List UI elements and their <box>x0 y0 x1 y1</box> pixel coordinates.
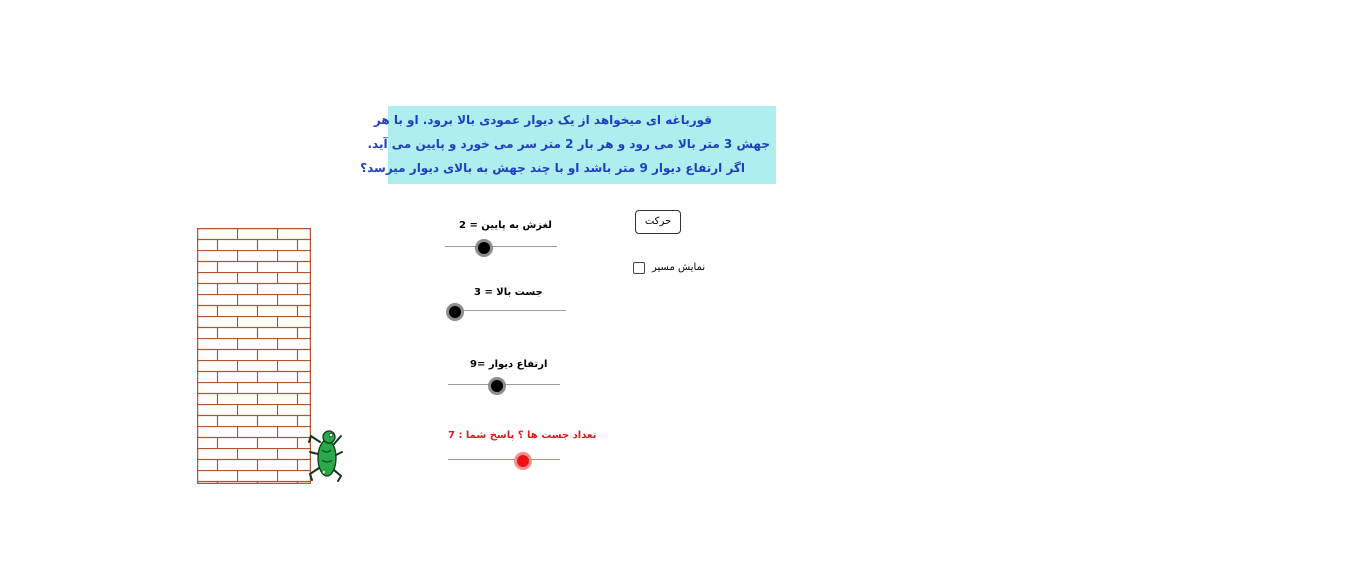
problem-line-3: اگر ارتفاع دیوار 9 متر باشد او با چند جهش به بالای دیوار میرسد؟ <box>360 161 745 175</box>
problem-statement <box>360 106 776 184</box>
answer-slider-track[interactable] <box>448 459 560 460</box>
jump-up-slider-track[interactable] <box>454 310 566 311</box>
slip-down-slider-handle[interactable] <box>475 239 493 257</box>
slip-down-slider-label: لغزش به پایین = 2 <box>459 220 552 231</box>
brick-wall-icon <box>197 228 311 484</box>
move-button[interactable]: حرکت <box>635 210 681 234</box>
slip-down-slider-track[interactable] <box>445 246 557 247</box>
wall-height-slider-handle[interactable] <box>488 377 506 395</box>
answer-slider-label: تعداد جست ها ؟ پاسخ شما : 7 <box>448 430 597 441</box>
answer-slider-handle[interactable] <box>514 452 532 470</box>
problem-line-2: جهش 3 متر بالا می رود و هر بار 2 متر سر می خورد و پایین می آید. <box>367 137 770 151</box>
jump-up-slider-handle[interactable] <box>446 303 464 321</box>
wall-height-slider-label: ارتفاع دیوار =9 <box>470 359 548 370</box>
jump-up-slider-label: جست بالا = 3 <box>474 287 543 298</box>
show-path-label: نمایش مسیر <box>652 262 706 273</box>
problem-line-1: قورباغه ای میخواهد از یک دیوار عمودی بالا برود. او با هر <box>373 113 712 127</box>
frog-icon <box>307 428 343 484</box>
show-path-checkbox[interactable] <box>633 262 645 274</box>
